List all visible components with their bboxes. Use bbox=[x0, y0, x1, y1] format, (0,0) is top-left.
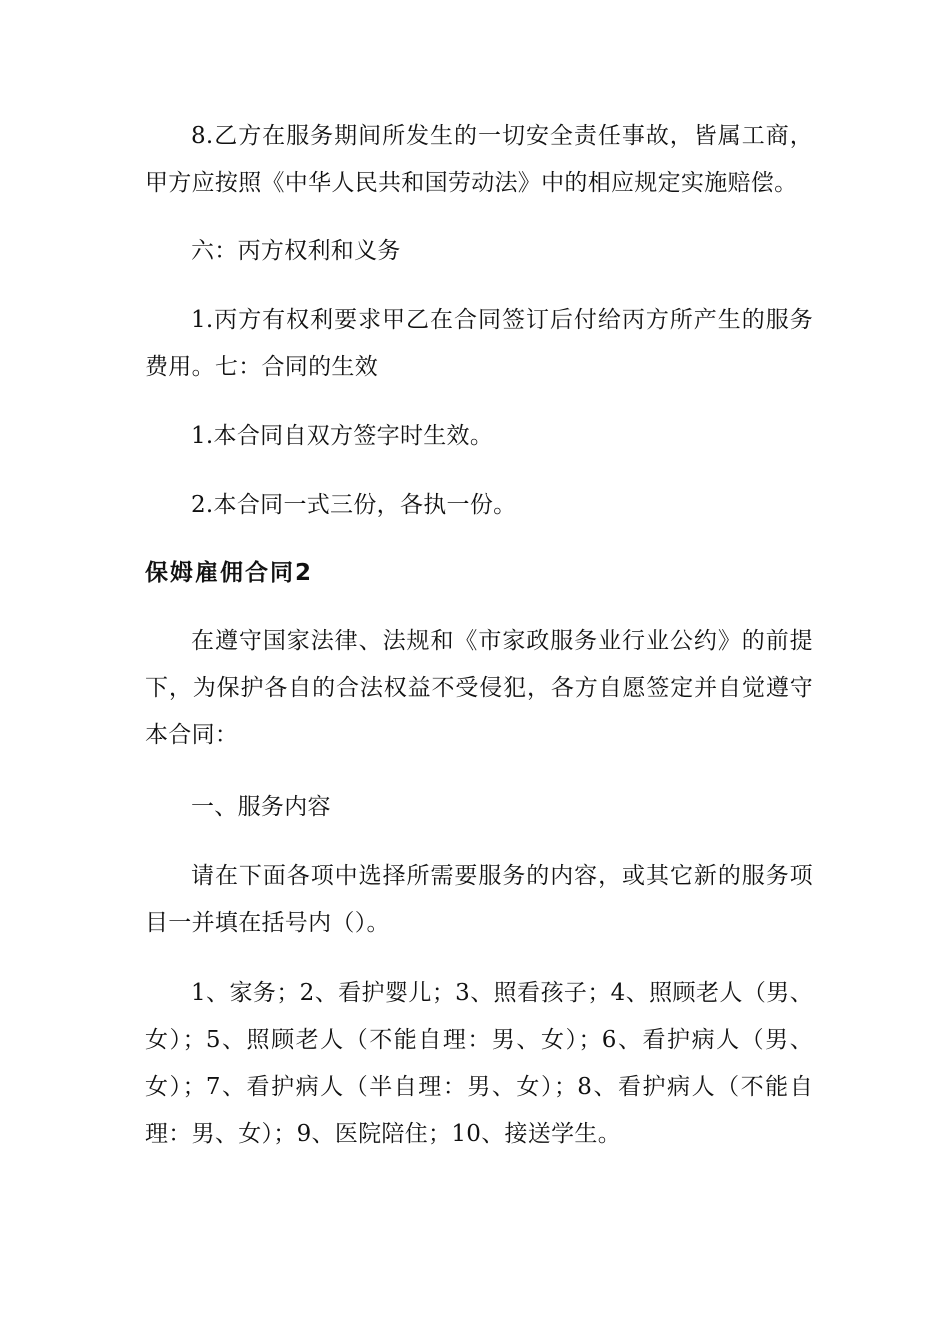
paragraph-clause-8: 8.乙方在服务期间所发生的一切安全责任事故，皆属工商，甲方应按照《中华人民共和国劳动法》中的相应规定实施赔偿。 bbox=[145, 123, 813, 196]
paragraph-service-heading: 一、服务内容 bbox=[191, 794, 331, 820]
paragraph-service-list: 1、家务；2、看护婴儿；3、照看孩子；4、照顾老人（男、女）；5、照顾老人（不能自理：男、女）；6、看护病人（男、女）；7、看护病人（半自理：男、女）；8、看护病人（不能自理：男、女）；9、医院陪住；10、接送学生。 bbox=[145, 980, 813, 1147]
section-title: 保姆雇佣合同2 bbox=[145, 560, 314, 586]
paragraph-party-c-rights: 1.丙方有权利要求甲乙在合同签订后付给丙方所产生的服务费用。七：合同的生效 bbox=[145, 307, 813, 380]
paragraph-service-instructions: 请在下面各项中选择所需要服务的内容，或其它新的服务项目一并填在括号内（）。 bbox=[145, 863, 813, 936]
paragraph-effective-1: 1.本合同自双方签字时生效。 bbox=[191, 423, 494, 449]
paragraph-preamble: 在遵守国家法律、法规和《市家政服务业行业公约》的前提下，为保护各自的合法权益不受侵犯，各方自愿签定并自觉遵守本合同： bbox=[145, 628, 813, 748]
paragraph-effective-2: 2.本合同一式三份，各执一份。 bbox=[191, 492, 517, 518]
paragraph-section-six-heading: 六：丙方权利和义务 bbox=[191, 238, 401, 264]
